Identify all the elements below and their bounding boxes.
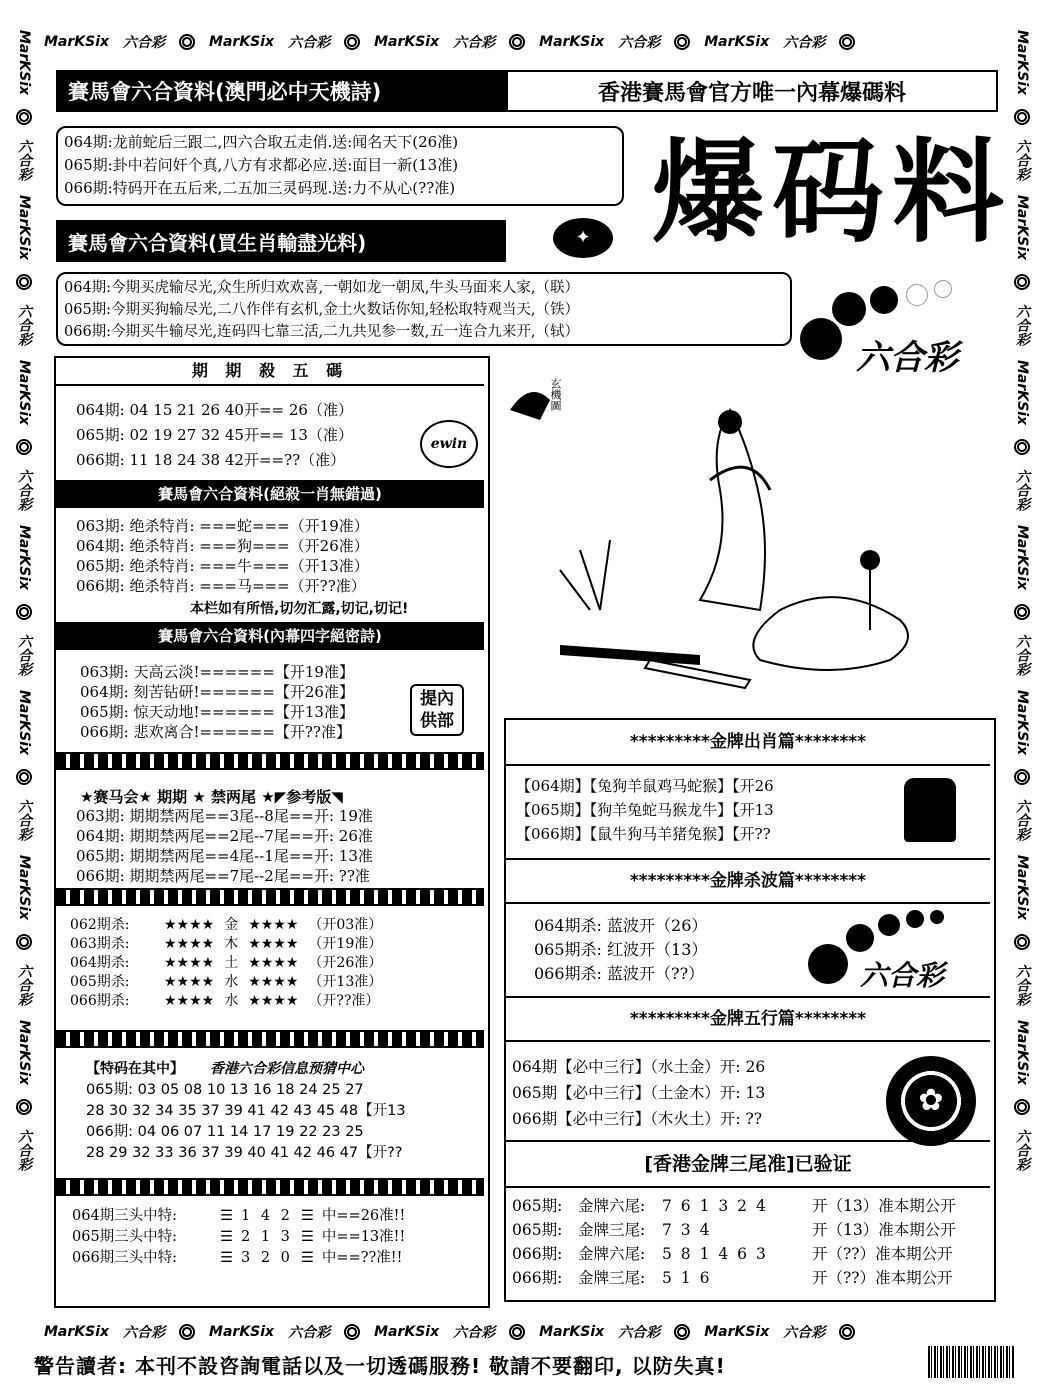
decor-dot xyxy=(906,910,924,928)
flower-icon xyxy=(1014,439,1030,455)
brand-text: MarKSix xyxy=(1014,525,1030,591)
element-kill-element: 土 xyxy=(224,955,239,971)
gold-tail-row xyxy=(512,1242,956,1266)
flower-icon xyxy=(1014,934,1030,950)
flower-icon xyxy=(16,604,32,620)
kill-five-row: 065期: 02 19 27 32 45开== 13（准） xyxy=(76,426,353,444)
element-kill-stars: ★★★★ xyxy=(248,974,299,990)
trigram-icon: ☰ xyxy=(220,1229,233,1245)
element-kill-stars: ★★★★ xyxy=(164,917,215,933)
lottery-text: 六合彩 xyxy=(453,1325,496,1341)
header-bar-2 xyxy=(56,220,506,262)
brand-text: MarKSix xyxy=(16,30,32,96)
flower-icon xyxy=(1014,1099,1030,1115)
brand-text: MarKSix xyxy=(44,34,110,50)
three-head-result: 中==26准!! xyxy=(321,1208,406,1224)
three-head-period: 065期三头中特: xyxy=(72,1229,178,1245)
hk-emblem-icon: ✿ xyxy=(886,1056,976,1146)
four-char-row: 066期: 悲欢离合!======【开??准】 xyxy=(80,723,351,741)
gold-zodiac-row: 【064期】【兔狗羊鼠鸡马蛇猴】【开26 xyxy=(516,777,774,795)
two-tails-title: ★赛马会★ 期期 ★ 禁两尾 ★◤参考版◥ xyxy=(80,788,343,806)
three-head-row xyxy=(72,1227,405,1248)
element-kill-stars: ★★★★ xyxy=(248,955,299,971)
brand-text: MarKSix xyxy=(1014,1020,1030,1086)
element-kill-row xyxy=(70,935,382,954)
flower-icon xyxy=(1014,274,1030,290)
element-kill-stars: ★★★★ xyxy=(164,955,215,971)
kill-five-row: 066期: 11 18 24 38 42开==??（准） xyxy=(76,451,346,469)
lottery-text: 六合彩 xyxy=(783,1325,826,1341)
kill-five-list xyxy=(76,398,353,473)
gold-tail-result: 开（13）准本期公开 xyxy=(812,1221,956,1239)
lottery-text: 六合彩 xyxy=(1014,139,1030,182)
flower-icon xyxy=(179,1324,195,1340)
element-kill-stars: ★★★★ xyxy=(248,936,299,952)
element-kill-row xyxy=(70,973,382,992)
element-kill-stars: ★★★★ xyxy=(248,993,299,1009)
three-head-list xyxy=(72,1206,405,1269)
flower-icon xyxy=(16,439,32,455)
gold-tail-period: 066期: xyxy=(512,1245,563,1263)
lottery-text: 六合彩 xyxy=(16,469,32,512)
special-code-list xyxy=(86,1080,406,1164)
four-char-row: 064期: 刻苦钻研!======【开26准】 xyxy=(80,683,354,701)
poem-line: 065期:卦中若问奸个真,八方有求都必应.送:面目一新(13准) xyxy=(64,156,459,174)
lottery-text: 六合彩 xyxy=(1014,964,1030,1007)
flower-icon xyxy=(839,34,855,50)
gold-tail-result: 开（??）准本期公开 xyxy=(812,1245,953,1263)
element-kill-result: （开03准） xyxy=(308,917,383,933)
lottery-text: 六合彩 xyxy=(1014,634,1030,677)
three-head-period: 064期三头中特: xyxy=(72,1208,178,1224)
gold-wave-list xyxy=(534,914,707,986)
trigram-icon: ☰ xyxy=(220,1250,233,1266)
trigram-icon: ☰ xyxy=(300,1229,314,1245)
element-kill-element: 木 xyxy=(224,936,239,952)
gold-tail-title: [香港金牌三尾准]已验证 xyxy=(506,1140,990,1188)
special-code-row: 28 30 32 34 35 37 39 41 42 43 45 48【开13 xyxy=(86,1103,406,1119)
three-head-row xyxy=(72,1248,405,1269)
footer-warning: 警告讀者: 本刊不設咨詢電話以及一切透碼服務! 敬請不要翻印, 以防失真! xyxy=(34,1354,726,1378)
element-kill-result: （开19准） xyxy=(308,936,383,952)
kill-zodiac-row: 064期: 绝杀特肖: ===狗===（开26准） xyxy=(76,537,369,555)
gold-tail-row xyxy=(512,1218,956,1242)
lottery-text: 六合彩 xyxy=(783,35,826,51)
poem-box xyxy=(56,126,624,206)
lottery-text: 六合彩 xyxy=(1014,1129,1030,1172)
element-kill-result: （开26准） xyxy=(308,955,383,971)
element-kill-result: （开??准） xyxy=(308,993,380,1009)
brand-text: MarKSix xyxy=(1014,360,1030,426)
gold-tail-nums: 5 8 1 4 6 3 xyxy=(662,1245,768,1263)
gold-wave-row: 066期杀: 蓝波开（??） xyxy=(534,964,705,983)
flower-icon xyxy=(674,1324,690,1340)
decor-dot xyxy=(878,914,900,936)
four-char-title: 賽馬會六合資料(內幕四字絕密詩) xyxy=(56,622,484,650)
gold-tail-period: 065期: xyxy=(512,1221,563,1239)
element-kill-element: 水 xyxy=(224,974,239,990)
two-tails-row: 066期: 期期禁两尾==7尾--2尾==开: ??准 xyxy=(76,867,370,885)
brand-text: MarKSix xyxy=(16,195,32,261)
flower-icon xyxy=(16,769,32,785)
gold-tail-row xyxy=(512,1266,956,1290)
element-kill-element: 金 xyxy=(224,917,239,933)
lottery-text: 六合彩 xyxy=(453,35,496,51)
header-title-2: 賽馬會六合資料(買生肖輸盡光料) xyxy=(58,222,504,260)
decor-dot xyxy=(800,318,842,360)
barcode-icon xyxy=(928,1346,1014,1378)
gold-tail-name: 金牌三尾: xyxy=(578,1269,646,1287)
element-kill-row xyxy=(70,954,382,973)
brand-text: MarKSix xyxy=(16,360,32,426)
wave-divider xyxy=(56,1178,484,1196)
three-head-nums: 1 4 2 xyxy=(241,1208,293,1224)
lottery-text: 六合彩 xyxy=(1014,469,1030,512)
kill-zodiac-row: 063期: 绝杀特肖: ===蛇===（开19准） xyxy=(76,517,369,535)
header-bar xyxy=(56,70,998,112)
four-char-row: 063期: 天高云淡!======【开19准】 xyxy=(80,663,354,681)
lottery-text: 六合彩 xyxy=(1014,304,1030,347)
decor-dot xyxy=(934,280,952,298)
gold-tail-period: 066期: xyxy=(512,1269,563,1287)
three-head-result: 中==13准!! xyxy=(321,1229,406,1245)
zodiac-lose-line: 066期:今期买牛输尽光,连码四七靠三活,二九共见参一数,五一连合九来开,（轼） xyxy=(64,324,579,340)
header-title: 賽馬會六合資料(澳門必中天機詩) xyxy=(58,72,508,110)
brand-text: MarKSix xyxy=(374,34,440,50)
flower-icon xyxy=(179,34,195,50)
three-head-nums: 2 1 3 xyxy=(241,1229,293,1245)
special-code-row: 28 29 32 33 36 37 39 40 41 42 46 47【开?? xyxy=(86,1145,403,1161)
flower-icon xyxy=(16,934,32,950)
gold-tail-result: 开（13）准本期公开 xyxy=(812,1197,956,1215)
element-kill-stars: ★★★★ xyxy=(164,993,215,1009)
three-head-row xyxy=(72,1206,405,1227)
gold-zodiac-title: *********金牌出肖篇******** xyxy=(506,720,990,766)
lottery-text: 六合彩 xyxy=(288,35,331,51)
brand-text: MarKSix xyxy=(539,1324,605,1340)
flower-icon xyxy=(344,1324,360,1340)
wave-divider xyxy=(56,888,484,906)
element-kill-stars: ★★★★ xyxy=(164,936,215,952)
big-title: 爆码料 xyxy=(652,127,1012,258)
special-code-row: 066期: 04 06 07 11 14 17 19 22 23 25 xyxy=(86,1124,364,1140)
lottery-text: 六合彩 xyxy=(288,1325,331,1341)
lottery-text: 六合彩 xyxy=(1014,799,1030,842)
special-code-center: 香港六合彩信息预猜中心 xyxy=(210,1061,364,1077)
right-border-strip xyxy=(1012,30,1032,1330)
lady-illustration xyxy=(500,370,1000,690)
decor-dot xyxy=(832,292,866,326)
gold-tail-name: 金牌三尾: xyxy=(578,1221,646,1239)
element-kill-period: 064期杀: xyxy=(70,955,130,971)
logo-emblem-icon: ✦ xyxy=(553,218,613,258)
lottery-text: 六合彩 xyxy=(16,634,32,677)
special-code-label: 【特码在其中】 xyxy=(86,1061,184,1077)
brand-text: MarKSix xyxy=(1014,195,1030,261)
special-code-header xyxy=(86,1058,364,1078)
element-kill-period: 063期杀: xyxy=(70,936,130,952)
two-tails-list xyxy=(76,806,373,886)
element-kill-table xyxy=(70,916,382,1011)
gold-zodiac-list xyxy=(516,774,774,846)
gold-tail-result: 开（??）准本期公开 xyxy=(812,1269,953,1287)
two-tails-row: 064期: 期期禁两尾==2尾--7尾==开: 26准 xyxy=(76,827,373,845)
flower-icon xyxy=(839,1324,855,1340)
element-kill-period: 066期杀: xyxy=(70,993,130,1009)
gold-wave-row: 064期杀: 蓝波开（26） xyxy=(534,916,708,935)
logo-text: 六合彩 xyxy=(856,338,958,378)
flower-icon xyxy=(509,1324,525,1340)
trigram-icon: ☰ xyxy=(300,1250,314,1266)
logo-text: 六合彩 xyxy=(860,959,945,992)
kill-zodiac-title: 賽馬會六合資料(絕殺一肖無錯過) xyxy=(56,480,484,508)
lottery-text: 六合彩 xyxy=(123,35,166,51)
ewin-logo-icon: ewin xyxy=(420,420,478,468)
three-head-nums: 3 2 0 xyxy=(241,1250,293,1266)
brand-text: MarKSix xyxy=(704,34,770,50)
two-tails-row: 065期: 期期禁两尾==4尾--1尾==开: 13准 xyxy=(76,847,373,865)
lottery-text: 六合彩 xyxy=(618,1325,661,1341)
element-kill-result: （开13准） xyxy=(308,974,383,990)
three-head-period: 066期三头中特: xyxy=(72,1250,178,1266)
brand-text: MarKSix xyxy=(16,525,32,591)
brand-text: MarKSix xyxy=(1014,30,1030,96)
internal-stamp: 提內供部 xyxy=(410,684,464,736)
left-border-strip xyxy=(14,30,34,1330)
brand-text: MarKSix xyxy=(539,34,605,50)
trigram-icon: ☰ xyxy=(300,1208,314,1224)
brand-text: MarKSix xyxy=(209,34,275,50)
gold-tail-row xyxy=(512,1194,956,1218)
kill-zodiac-row: 066期: 绝杀特肖: ===马===（开??准） xyxy=(76,577,366,595)
poem-line: 064期:龙前蛇后三跟二,四六合取五走俏.送:闻名天下(26准) xyxy=(64,133,459,151)
flower-icon xyxy=(1014,604,1030,620)
mystery-image-caption: 玄機圖 xyxy=(549,378,562,411)
flower-icon xyxy=(674,34,690,50)
brand-text: MarKSix xyxy=(374,1324,440,1340)
flower-icon xyxy=(344,34,360,50)
zodiac-lose-box xyxy=(56,272,792,346)
gold-wave-row: 065期杀: 红波开（13） xyxy=(534,940,708,959)
brand-text: MarKSix xyxy=(209,1324,275,1340)
gold-five-list xyxy=(512,1054,765,1132)
element-kill-period: 065期杀: xyxy=(70,974,130,990)
lottery-text: 六合彩 xyxy=(123,1325,166,1341)
gold-zodiac-row: 【065期】【狗羊兔蛇马猴龙牛】【开13 xyxy=(516,801,774,819)
lottery-text: 六合彩 xyxy=(16,1129,32,1172)
kill-zodiac-list xyxy=(76,516,369,596)
brand-text: MarKSix xyxy=(1014,855,1030,921)
gold-tail-period: 065期: xyxy=(512,1197,563,1215)
gold-five-title: *********金牌五行篇******** xyxy=(506,996,990,1042)
gold-tail-nums: 7 3 4 xyxy=(662,1221,712,1239)
gold-wave-title: *********金牌杀波篇******** xyxy=(506,858,990,904)
two-tails-row: 063期: 期期禁两尾==3尾--8尾==开: 19准 xyxy=(76,807,373,825)
wave-divider xyxy=(56,752,484,770)
lottery-text: 六合彩 xyxy=(16,139,32,182)
zodiac-lose-line: 064期:今期买虎输尽光,众生所归欢欢喜,一朝如龙一朝凤,牛头马面来人家,（联） xyxy=(64,280,579,296)
flower-icon xyxy=(1014,109,1030,125)
decor-dot xyxy=(870,286,898,314)
gold-tail-nums: 5 1 6 xyxy=(662,1269,712,1287)
brand-text: MarKSix xyxy=(16,855,32,921)
flower-icon xyxy=(16,274,32,290)
portrait-icon xyxy=(904,778,956,842)
four-char-list xyxy=(80,662,354,742)
gold-five-row: 066期【必中三行】（木火土）开: ?? xyxy=(512,1110,763,1128)
element-kill-stars: ★★★★ xyxy=(248,917,299,933)
brand-text: MarKSix xyxy=(704,1324,770,1340)
decor-dot xyxy=(846,924,874,952)
lottery-text: 六合彩 xyxy=(618,35,661,51)
decor-dot xyxy=(808,944,848,984)
element-kill-element: 水 xyxy=(224,993,239,1009)
brand-text: MarKSix xyxy=(16,690,32,756)
element-kill-stars: ★★★★ xyxy=(164,974,215,990)
element-kill-row xyxy=(70,916,382,935)
brand-text: MarKSix xyxy=(44,1324,110,1340)
bottom-border-strip xyxy=(44,1322,1014,1342)
kill-zodiac-row: 065期: 绝杀特肖: ===牛===（开13准） xyxy=(76,557,369,575)
brand-text: MarKSix xyxy=(1014,690,1030,756)
gold-tail-list xyxy=(512,1194,956,1290)
flower-icon xyxy=(16,109,32,125)
header-slogan: 香港賽馬會官方唯一內幕爆碼料 xyxy=(597,79,906,106)
gold-five-row: 064期【必中三行】（水土金）开: 26 xyxy=(512,1058,766,1076)
flower-icon xyxy=(1014,769,1030,785)
brand-text: MarKSix xyxy=(16,1020,32,1086)
lottery-text: 六合彩 xyxy=(16,799,32,842)
decor-dot xyxy=(930,910,944,924)
flower-icon xyxy=(509,34,525,50)
gold-tail-nums: 7 6 1 3 2 4 xyxy=(662,1197,768,1215)
lottery-text: 六合彩 xyxy=(16,964,32,1007)
kill-five-row: 064期: 04 15 21 26 40开== 26（准） xyxy=(76,401,353,419)
trigram-icon: ☰ xyxy=(220,1208,233,1224)
element-kill-row xyxy=(70,992,382,1011)
kill-zodiac-note: 本栏如有所悟,切勿汇露,切记,切记! xyxy=(190,601,409,617)
four-char-row: 065期: 惊天动地!======【开13准】 xyxy=(80,703,354,721)
zodiac-lose-line: 065期:今期买狗输尽光,二八作伴有玄机,金土火数话你知,轻松取特观当天,（铁） xyxy=(64,302,579,318)
poem-line: 066期:特码开在五后来,二五加三灵码现.送:力不从心(??准) xyxy=(64,179,456,197)
special-code-row: 065期: 03 05 08 10 13 16 18 24 25 27 xyxy=(86,1082,364,1098)
wave-divider xyxy=(56,1030,484,1048)
gold-zodiac-row: 【066期】【鼠牛狗马羊猪兔猴】【开?? xyxy=(516,825,771,843)
gold-tail-name: 金牌六尾: xyxy=(578,1197,646,1215)
three-head-result: 中==??准!! xyxy=(321,1250,403,1266)
lottery-text: 六合彩 xyxy=(16,304,32,347)
gold-tail-name: 金牌六尾: xyxy=(578,1245,646,1263)
flower-icon xyxy=(16,1099,32,1115)
decor-dot xyxy=(906,284,928,306)
element-kill-period: 062期杀: xyxy=(70,917,130,933)
kill-five-title: 期 期 殺 五 碼 xyxy=(56,358,484,386)
gold-five-row: 065期【必中三行】（土金木）开: 13 xyxy=(512,1084,766,1102)
top-border-strip xyxy=(44,32,1014,52)
